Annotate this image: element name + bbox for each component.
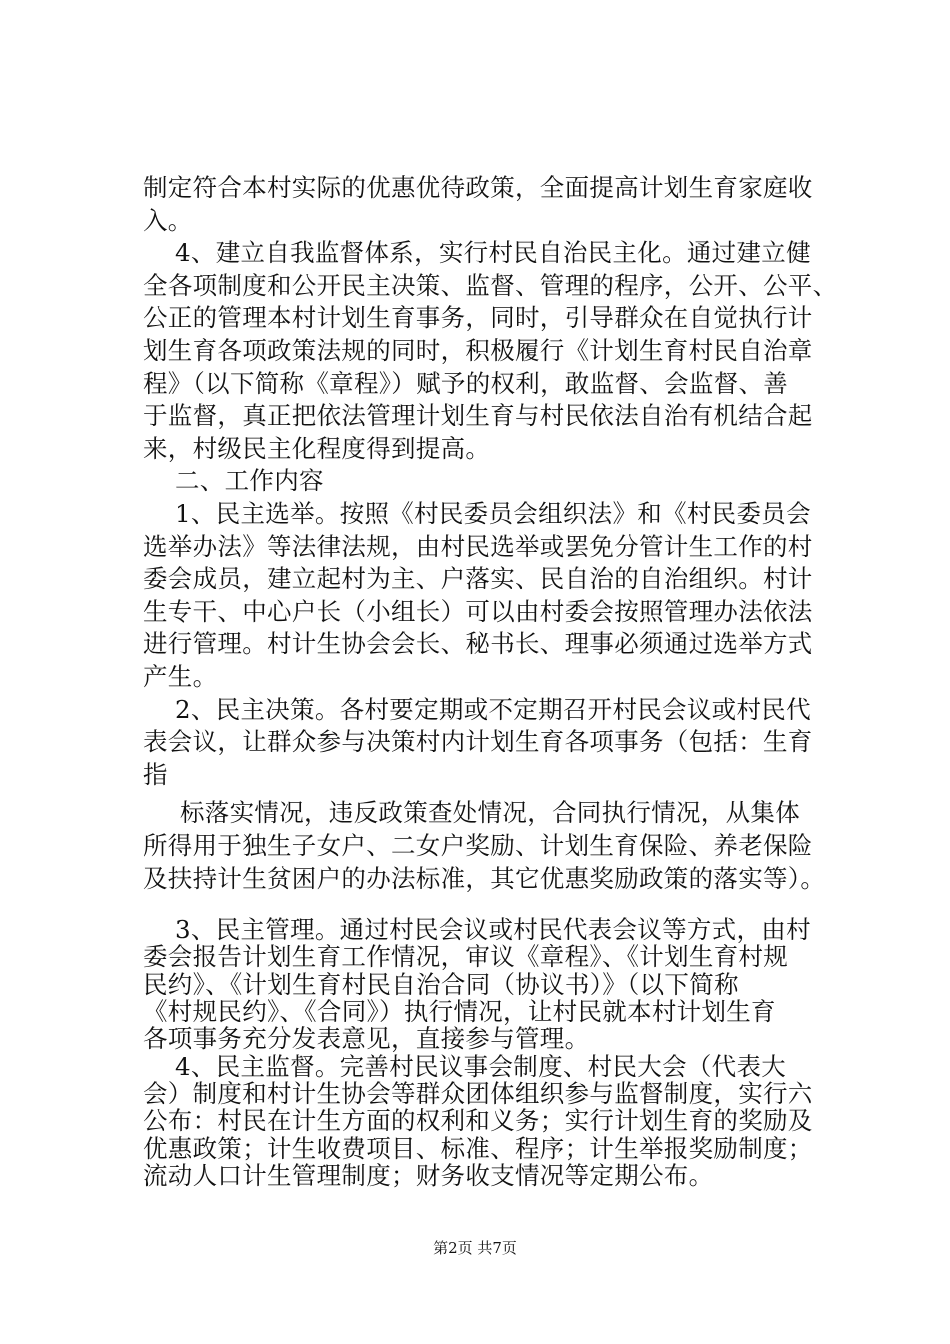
text-line: 表会议，让群众参与决策村内计划生育各项事务（包括：生育 (143, 727, 813, 756)
text-line: 选举办法》等法律法规，由村民选举或罢免分管计生工作的村 (143, 532, 813, 561)
text-line: 指 (143, 760, 168, 789)
text-line: 进行管理。村计生协会会长、秘书长、理事必须通过选举方式 (143, 629, 813, 658)
text-line: 来，村级民主化程度得到提高。 (143, 434, 491, 463)
text-line: 流动人口计生管理制度；财务收支情况等定期公布。 (143, 1161, 714, 1190)
text-line: 所得用于独生子女户、二女户奖励、计划生育保险、养老保险 (143, 831, 813, 860)
text-line: 公正的管理本村计划生育事务，同时，引导群众在自觉执行计 (143, 303, 813, 332)
text-line: 4、民主监督。完善村民议事会制度、村民大会（代表大 (175, 1052, 787, 1081)
text-line: 《村规民约》、《合同》）执行情况，让村民就本村计划生育 (143, 997, 776, 1026)
text-line: 1、民主选举。按照《村民委员会组织法》和《村民委员会 (175, 499, 811, 528)
text-line: 委会报告计划生育工作情况，审议《章程》、《计划生育村规 (143, 942, 789, 971)
text-line: 3、民主管理。通过村民会议或村民代表会议等方式，由村 (175, 915, 811, 944)
text-line: 会）制度和村计生协会等群众团体组织参与监督制度，实行六 (143, 1079, 813, 1108)
text-line: 及扶持计生贫困户的办法标准，其它优惠奖励政策的落实等）。 (143, 864, 826, 893)
text-line: 划生育各项政策法规的同时，积极履行《计划生育村民自治章 (143, 336, 813, 365)
text-line: 程》（以下简称《章程》）赋予的权利，敢监督、会监督、善 (143, 369, 789, 398)
text-line: 公布：村民在计生方面的权利和义务；实行计划生育的奖励及 (143, 1106, 813, 1135)
text-line: 入。 (143, 206, 193, 235)
text-line: 于监督，真正把依法管理计划生育与村民依法自治有机结合起 (143, 401, 813, 430)
text-line: 产生。 (143, 662, 218, 691)
text-line: 制定符合本村实际的优惠优待政策，全面提高计划生育家庭收 (143, 173, 813, 202)
section-heading: 二、工作内容 (175, 466, 324, 495)
text-line: 优惠政策；计生收费项目、标准、程序；计生举报奖励制度； (143, 1134, 813, 1163)
page-indicator: 第2页 共7页 (433, 1239, 517, 1257)
text-line: 2、民主决策。各村要定期或不定期召开村民会议或村民代 (175, 695, 811, 724)
text-line: 标落实情况，违反政策查处情况，合同执行情况，从集体 (180, 798, 800, 827)
text-line: 生专干、中心户长（小组长）可以由村委会按照管理办法依法 (143, 597, 813, 626)
text-line: 4、建立自我监督体系，实行村民自治民主化。通过建立健 (175, 238, 811, 267)
text-line: 全各项制度和公开民主决策、监督、管理的程序，公开、公平、 (143, 271, 838, 300)
text-line: 各项事务充分发表意见，直接参与管理。 (143, 1024, 590, 1053)
text-line: 委会成员，建立起村为主、户落实、民自治的自治组织。村计 (143, 564, 813, 593)
text-line: 民约》、《计划生育村民自治合同（协议书）》（以下简称 (143, 970, 739, 999)
